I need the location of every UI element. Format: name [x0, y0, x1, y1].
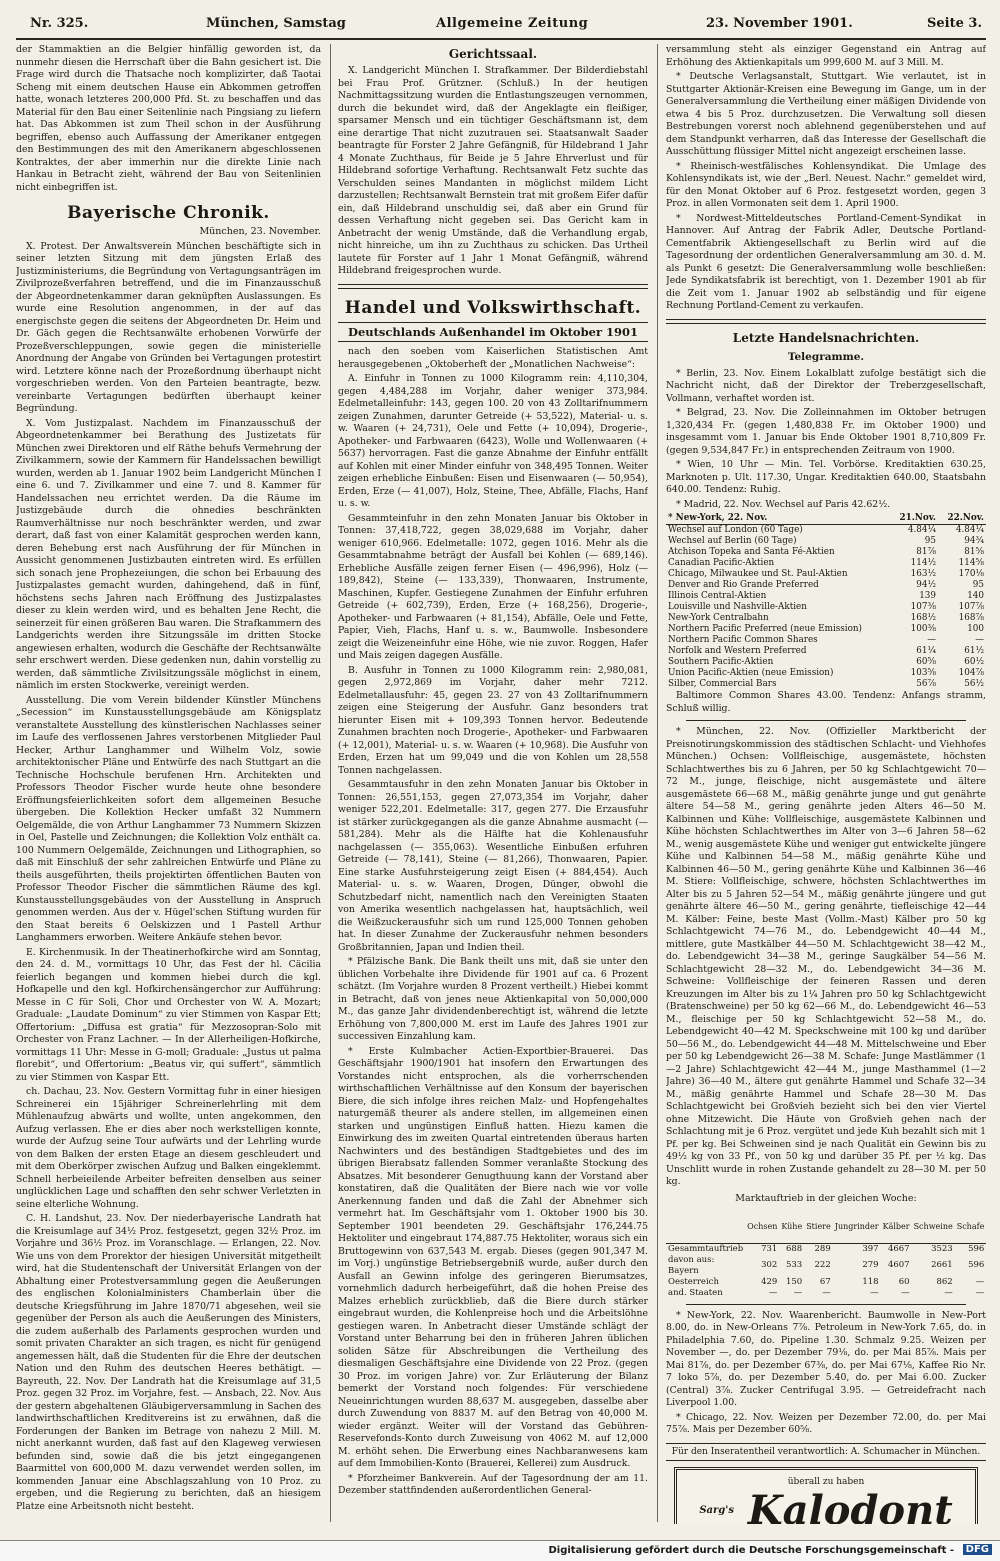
table-cell: 429 — [761, 1276, 778, 1287]
divider — [686, 1304, 966, 1305]
table-header: Schafe — [955, 1210, 986, 1244]
market-note: Baltimore Common Shares 43.00. Tendenz: Anfangs stramm, Schluß willig. — [666, 690, 986, 714]
stock-name: Northern Pacific Preferred (neue Emission) — [668, 624, 862, 634]
stock-value: 168⅞ — [958, 613, 984, 623]
table-header: Stiere — [804, 1210, 833, 1244]
telegram-item: * Wien, 10 Uhr — Min. Tel. Vorbörse. Kreditaktien 630.25, Marknoten p. Ult. 117.30, Ungar. Kreditaktien 640.00, Staatsbahn 640.00. Tendenz: Ruhig. — [666, 459, 986, 495]
row-label: Oesterreich — [668, 1276, 719, 1287]
stock-name: Illinois Central-Aktien — [668, 591, 767, 601]
table-header: * New-York, 22. Nov. — [666, 513, 890, 525]
stock-value: — — [927, 635, 936, 645]
article-paragraph: Gesammtausfuhr in den zehn Monaten Januar bis Oktober in Tonnen: 26,551,153, gegen 27,073,354 im Vorjahr, daher weniger 522,201. Edelmetalle: 317, gegen 277. Die Erzausfuhr ist stärker zurückgegangen als die ganze Abnahme ausmacht (— 581,284). Mehr als die Hälfte hat die Kohlenausfuhr nachgelassen (— 355,063). Wesentliche Einbußen erfuhren Getreide (— 78,141), Steine (— 81,266), Thonwaaren, Papier. Eine starke Ausfuhrsteigerung zeigt Eisen (+ 884,454). Auch Material- u. s. w. Waaren, Drogen, Dünger, obwohl die Schutzbedarf nicht, namentlich nach den Vereinigten Staaten von Amerika wesentlich nachgelassen hat, hauptsächlich, weil die Weißzuckerausfuhr sich um rund 125,000 Tonnen gehoben hat. In dieser Zunahme der Zuckerausfuhr nehmen besonders Großbritannien, Japan und Indien theil. — [338, 779, 648, 953]
city-day: München, Samstag — [206, 16, 346, 31]
table-cell: — — [768, 1287, 778, 1298]
article-paragraph: * Pforzheimer Bankverein. Auf der Tagesordnung der am 11. Dezember stattfindenden außerordentlichen General- — [338, 1472, 648, 1496]
table-row — [666, 547, 986, 558]
table-cell: 302 — [761, 1260, 778, 1270]
stock-name: Wechsel auf London (60 Tage) — [668, 525, 803, 535]
stock-value: 140 — [967, 591, 984, 601]
table-cell: 118 — [862, 1276, 879, 1287]
table-header: 22.Nov. — [938, 513, 986, 525]
ad-tagline: überall zu haben — [787, 1477, 865, 1487]
column-rule — [330, 44, 331, 1522]
table-row — [666, 657, 986, 668]
stock-value: 60½ — [964, 657, 984, 667]
table-cell: 150 — [785, 1276, 803, 1287]
stock-name: Union Pacific-Aktien (neue Emission) — [668, 668, 834, 678]
table-header: Schweine — [912, 1210, 955, 1244]
table-header: Jungrinder — [833, 1210, 881, 1244]
table-cell: 731 — [761, 1243, 778, 1254]
table-row — [666, 624, 986, 635]
stock-name: Atchison Topeka and Santa Fé-Aktien — [668, 547, 835, 557]
table-cell: 397 — [862, 1243, 879, 1254]
stock-value: 104⅞ — [958, 668, 984, 678]
table-row — [666, 1277, 986, 1288]
impressum: Für den Inseratentheil verantwortlich: A. Schumacher in München. — [666, 1443, 986, 1462]
article-paragraph: Gesammteinfuhr in den zehn Monaten Januar bis Oktober in Tonnen: 37,418,722, gegen 38,029,688 im Vorjahr, daher weniger 610,966. Edelmetalle: 1072, gegen 1016. Mehr als die Gesammtabnahme beträgt der Ausfall bei Kohlen (— 689,146). Erhebliche Ausfälle zeigen ferner Eisen (— 496,996), Holz (— 189,842), Steine (— 133,339), Thonwaaren, Instrumente, Maschinen, Kupfer. Gestiegene Zunahmen der Einfuhr erfuhren Getreide (+ 602,739), Erden, Erze (+ 168,256), Drogerie-, Apotheker- und Farbwaaren (+ 81,154), Abfälle, Oele und Fette, Papier, Vieh, Flachs, Hanf u. s. w., Baumwolle. Insbesondere zeigt die Weizeneinfuhr eine Höhe, wie nie zuvor. Roggen, Hafer und Mais zeigen dagegen Ausfälle. — [338, 512, 648, 661]
table-row — [666, 1255, 986, 1277]
table-cell: 4667 — [887, 1243, 910, 1254]
stock-value: 61½ — [964, 646, 984, 656]
stock-value: 95 — [924, 536, 936, 546]
stock-value: 4.84¼ — [907, 525, 936, 535]
masthead — [16, 10, 986, 40]
stock-name: Southern Pacific-Aktien — [668, 657, 774, 667]
article-paragraph: * Nordwest-Mitteldeutsches Portland-Cement-Syndikat in Hannover. Auf Antrag der Fabrik Adler, Deutsche Portland-Cementfabrik Aktiengesellschaft zu Berlin wird auf die Tagesordnung der ordentlichen Generalversammlung am 30. d. M. als Punkt 6 gesetzt: Die Generalversammlung wolle beschließen: Jede Syndikatsfabrik ist berechtigt, von 1. Dezember 1901 ab für die Zeit vom 1. Januar 1902 ab selbständig und für eigene Rechnung Portland-Cement zu verkaufen. — [666, 212, 986, 311]
table-header: Ochsen — [745, 1210, 779, 1244]
table-cell: 596 — [968, 1243, 985, 1254]
table-cell: — — [822, 1287, 831, 1298]
market-report: * New-York, 22. Nov. Waarenbericht. Baumwolle in New-Port 8.00, do. in New-Orleans 7⅞. Petroleum in New-York 7.65, do. in Philadelphia 7.60, do. Pipeline 1.30. Schmalz 9.25. Weizen per November —, do. per Dezember 79⅛, do. per Mai 85⅞. Mais per Mai 81⅞, do. per Dezember 67⅜, do. per Mai 67⅛, Kaffee Rio Nr. 7 loko 5⅞, do. per Dezember 5.40, do. per Mai 6.00. Zucker (Central) 3⅞. Zucker Centrifugal 3.95. — Getreidefracht nach Liverpool 1.00. — [666, 1309, 986, 1408]
stock-value: 4.84¼ — [955, 525, 984, 535]
table-cell: — — [975, 1287, 985, 1298]
table-header: Kühe — [779, 1210, 804, 1244]
market-report: * München, 22. Nov. (Offizieller Marktbericht der Preisnotirungskommission des städtischen Schlacht- und Viehhofes München.) Ochsen: Vollfleischige, ausgemästete, höchsten Schlachtwerthes bis zu 6 Jahren, per 50 kg Schlachtgewicht 70—72 M., junge, fleischige, nicht ausgemästete und ältere ausgemästete 66—68 M., mäßig genährte junge und gut genährte ältere 54—58 M., gering genährte jeden Alters 46—50 M. Kalbinnen und Kühe: Vollfleischige, ausgemästete Kalbinnen und Kühe höchsten Schlachtwerthes im Alter von 3—6 Jahren 58—62 M., wenig ausgemästete Kühe und weniger gut entwickelte jüngere Kühe und Kalbinnen 54—58 M., mäßig genährte Kühe und Kalbinnen 46—50 M., gering genährte Kühe und Kalbinnen 36—46 M. Stiere: Vollfleischige, schwere, höchsten Schlachtwerthes im Alter bis zu 5 Jahren 52—54 M., mäßig genährte jüngere und gut genährte ältere 46—50 M., gering genährte, tiefleischige 42—44 M. Kälber: Feine, beste Mast (Vollm.-Mast) Kälber pro 50 kg Schlachtgewicht 74—76 M., do. Lebendgewicht 40—44 M., mittlere, gute Mastkälber 44—50 M. Schlachtgewicht 38—42 M., do. Lebendgewicht 34—38 M., geringe Saugkälber 54—56 M. Schlachtgewicht 28—32 M., do. Lebendgewicht 34—36 M. Schweine: Vollfleischige der feineren Rassen und deren Kreuzungen im Alter bis zu 1¼ Jahren pro 50 kg Schlachtgewicht (Bratenschweine) per 50 kg 62—66 M., do. Lebendgewicht 46—53 M., fleischige per 50 kg Schlachtgewicht 52—58 M., do. Lebendgewicht 40—42 M. Speckschweine mit 100 kg und darüber 50—56 M., do. Lebendgewicht 44—48 M. Mittelschweine und Eber per 50 kg Lebendgewicht 26—38 M. Schafe: Junge Mastlämmer (1—2 Jahre) Schlachtgewicht 42—44 M., junge Masthammel (1—2 Jahre) 36—40 M., ältere gut genährte Hammel und Schafe 32—34 M., mäßig genährte Hammel und Schafe 28—30 M. Das Schlachtgewicht bei Großvieh bezieht sich bei den vier Viertel ohne Mitzewicht. Die Häute von Großvieh gehen nach der Schlachtung mit je 6 Proz. vergütet und jede Kuh bezahlt sich mit 1 Pf. per kg. Bei Schweinen sind je nach Qualität ein Gewinn bis zu 49½ kg von 33 Pf., von 50 kg und darüber 35 Pf. per ½ kg. Das Unschlitt wurde in rohen Zustande gehandelt zu 28—30 M. per 50 kg. — [666, 726, 986, 1187]
table-row — [666, 525, 986, 537]
stock-value: 103⅝ — [910, 668, 936, 678]
table-row — [666, 613, 986, 624]
stock-value: 107⅜ — [910, 602, 936, 612]
table-cell: 596 — [968, 1260, 985, 1270]
section-title-trade: Handel und Volkswirthschaft. — [344, 297, 642, 318]
stock-value: 81⅝ — [964, 547, 984, 557]
table-row — [666, 580, 986, 591]
table-cell: 533 — [785, 1260, 803, 1270]
table-cell: 688 — [785, 1243, 803, 1254]
table-row — [666, 635, 986, 646]
table-cell: 222 — [814, 1260, 831, 1270]
article-paragraph: * Deutsche Verlagsanstalt, Stuttgart. Wie verlautet, ist in Stuttgarter Aktionär-Kreisen eine Bewegung im Gange, um in der Generalversammlung die Vertheilung einer mäßigen Dividende von etwa 4 bis 5 Proz. durchzusetzen. Die Verwaltung soll diesen Bestrebungen vorerst noch ablehnend gegenüberstehen und auf dem Standpunkt verharren, daß das Interesse der Gesellschaft die Ausschüttung flüssiger Mittel nicht angezeigt erscheinen lasse. — [666, 71, 986, 157]
stock-value: 60⅝ — [916, 657, 936, 667]
stock-value: 100 — [967, 624, 984, 634]
stock-name: Silber, Commercial Bars — [668, 679, 777, 689]
stock-quote-table — [666, 513, 986, 690]
ad-brand — [687, 1486, 965, 1525]
section-title-court: Gerichtssaal. — [448, 47, 538, 61]
article-paragraph: X. Landgericht München I. Strafkammer. Der Bilderdiebstahl bei Frau Prof. Grützner. (Schluß.) In der heutigen Nachmittagssitzung wurden die Entlastungszeugen vernommen, durch die bekundet wird, daß der Angeklagte ein fleißiger, sparsamer Mensch und ein tüchtiger Geschäftsmann ist, dem eine derartige That nicht zuzutrauen sei. Staatsanwalt Saader beantragte für Forster 2 Jahre Gefängniß, für Hildebrand 1 Jahr 4 Monate Zuchthaus, für Beide je 5 Jahre Ehrverlust und für Hildebrand sofortige Verhaftung. Rechtsanwalt Fetz suchte das Verschulden seines Mandanten in möglichst mildem Licht darzustellen; Rechtsanwalt Bernstein trat mit großem Eifer dafür ein, daß Hildebrand unschuldig sei, daß aber ein Grund für dessen Verhaftung nicht gegeben sei. Das Gericht kam in Anbetracht der wenig Umstände, daß die Verhandlung ergab, nicht hinreiche, um ihn zu Zuchthaus zu schicken. Das Urtheil lautete für Forster auf 1 Jahr 1 Monat Gefängniß, während Hildebrand freigesprochen wurde. — [338, 65, 648, 276]
table-row — [666, 536, 986, 547]
article-paragraph: C. H. Landshut, 23. Nov. Der niederbayerische Landrath hat die Kreisumlage auf 34½ Proz. festgesetzt, gegen 32½ Proz. im Vorjahre und 36½ Proz. im Voranschlage. — Erlangen, 22. Nov. Wie uns von dem Prorektor der hiesigen Universität mitgetheilt wird, hat die Studentenschaft der Universität Erlangen von der Abhaltung einer Protestversammlung gegen die Aeußerungen des englischen Kolonialministers Chamberlain über die deutsche Kriegsführung im Jahre 1870/71 abgesehen, weil sie gegenüber der Person als auch die Aeußerungen des Ministers, die zudem außerhalb des Parlaments gesprochen wurden und somit privaten Charakter an sich tragen, es nicht für genügend angemessen hält, daß die Studenten für die Ehre der deutschen Nation und den Ruhm des deutschen Heeres bethätigt. — Bayreuth, 22. Nov. Der Landrath hat die Kreisumlage auf 31,5 Proz. gegen 32 Proz. im Vorjahre, fest. — Ansbach, 22. Nov. Aus der gestern abgehaltenen Gläubigerversammlung in Sachen des landwirthschaftlichen Kreditvereins ist zu erwähnen, daß die Forderungen der Banken im Betrage von nahezu 2 Mill. M. nicht anerkannt wurden, daß fast auf den Klageweg verwiesen befunden sind, sowie daß die bis jetzt eingegangenen Baarmittel von 600,000 M. dazu verwendet werden sollen, im kommenden Januar eine Abschlagszahlung von 10 Proz. zu ergeben, und die Regierung zu berichten, daß an hiesigem Platze eine Arbeitsnoth nicht besteht. — [16, 1213, 321, 1512]
issue-number: Nr. 325. — [30, 16, 89, 31]
stock-value: 163½ — [910, 569, 936, 579]
table-cell: — — [944, 1287, 953, 1298]
livestock-table — [666, 1210, 986, 1299]
table-row — [666, 679, 986, 690]
stock-name: Northern Pacific Common Shares — [668, 635, 818, 645]
divider — [666, 319, 986, 324]
row-label: and. Staaten — [668, 1287, 723, 1298]
table-row — [666, 558, 986, 569]
article-paragraph: B. Ausfuhr in Tonnen zu 1000 Kilogramm rein: 2,980,081, gegen 2,972,869 im Vorjahr, daher mehr 7212. Edelmetallausfuhr: 45, gegen 23. 27 von 43 Zolltarifnummern zeigen eine Steigerung der Ausfuhr. Ganz besonders trat hierunter Eisen mit + 109,393 Tonnen hervor. Bedeutende Zunahmen brachten noch Drogerie-, Apotheker- und Farbwaaren (+ 12,001), Material- u. s. w. Waaren (+ 10,968). Die Ausfuhr von Erden, Erzen hat um 99,049 und die von Kohlen um 28,558 Tonnen nachgelassen. — [338, 664, 648, 776]
page-number: Seite 3. — [927, 16, 982, 31]
table-cell: — — [793, 1287, 803, 1298]
stock-name: Denver and Rio Grande Preferred — [668, 580, 819, 590]
article-paragraph: Ausstellung. Die vom Verein bildender Künstler Münchens „Secession“ im Kunstausstellungsgebäude am Königsplatz veranstaltete Ausstellung des künstlerischen Nachlasses seiner im Laufe des verflossenen Jahres verstorbenen Mitglieder Paul Hecker, Arthur Langhammer und Wilhelm Volz, sowie architektonischer Pläne und Entwürfe des nach Stuttgart an die Technische Hochschule berufenen Hrn. Architekten und Professors Theodor Fischer wurde heute ohne besondere Eröffnungsfeierlichkeiten sofort dem allgemeinen Besuche übergeben. Die Kollektion Hecker umfaßt 32 Nummern Oelgemälde, die von Arthur Langhammer 73 Nummern Skizzen in Oel, Pastelle und Zeichnungen; die Kollektion Volz enthält ca. 100 Nummern Oelgemälde, Zeichnungen und Lithographien, so daß mit Einschluß der sehr zahlreichen Entwürfe und Pläne zu theils ausgeführten, theils projektirten öffentlichen Bauten von Professor Theodor Fischer die sämmtlichen Räume des kgl. Kunstausstellungsgebäudes von der Ausstellung in Anspruch genommen werden. Aus der v. Hügel'schen Stiftung wurden für den Staat bereits 6 Oelskizzen und 1 Pastell Arthur Langhammers erworben. Weitere Ankäufe stehen bevor. — [16, 694, 321, 943]
article-paragraph: nach den soeben vom Kaiserlichen Statistischen Amt herausgegebenen „Oktoberheft der „Monatlichen Nachweise“: — [338, 346, 648, 370]
stock-value: 168½ — [910, 613, 936, 623]
article-paragraph: * Rheinisch-westfälisches Kohlensyndikat. Die Umlage des Kohlensyndikats ist, wie der „Berl. Neuest. Nachr.“ gemeldet wird, für den Monat Oktober auf 6 Proz. festgesetzt worden, gegen 3 Proz. in allen Vormonaten seit dem 1. April 1900. — [666, 160, 986, 209]
dateline: München, 23. November. — [199, 226, 321, 237]
newspaper-page — [16, 10, 986, 1525]
article-headline: Deutschlands Außenhandel im Oktober 1901 — [338, 322, 648, 343]
telegrams-heading: Telegramme. — [787, 350, 865, 363]
table-header: Kälber — [881, 1210, 912, 1244]
stock-value: 170⅛ — [958, 569, 984, 579]
article-paragraph: versammlung steht als einziger Gegenstand ein Antrag auf Erhöhung des Aktienkapitals um 999,600 M. auf 3 Mill. M. — [666, 44, 986, 68]
table-cell: 4607 — [887, 1260, 910, 1270]
advertisement-kalodont — [674, 1467, 978, 1524]
ad-brand-name: Kalodont — [747, 1486, 953, 1524]
article-paragraph: * Erste Kulmbacher Actien-Exportbier-Brauerei. Das Geschäftsjahr 1900/1901 hat insofern den Erwartungen des Vorstandes nicht entsprochen, als die vorherrschenden wirthschaftlichen Verhältnisse auf den Konsum der bayerischen Biere, die sich infolge ihres reichen Malz- und Hopfengehaltes naturgemäß theurer als andere stellen, im allgemeinen einen starken und ungünstigen Einfluß hatten. Hiezu kamen die Einwirkung des im zweiten Quartal eintretenden überaus harten Nachwinters und des beständigen Stadtgebietes und des im übrigen Bierabsatz fallenden Sommer veranlaßte Stockung des Absatzes. Mit besonderer Genugthuung kann der Vorstand aber konstatiren, daß die Qualitäten der Biere nach wie vor volle Anerkennung fanden und daß die Zahl der Abnehmer sich vermehrt hat. Im Geschäftsjahr vom 1. Oktober 1900 bis 30. September 1901 beendeten 29. Geschäftsjahr 176,244.75 Hektoliter und eingebraut 174,887.75 Hektoliter, woraus sich ein Bruttogewinn von 637,543 M. ergab. Dieses (gegen 901,347 M. im Vorj.) ungünstige Betriebsergebniß wurde, außer durch den Ausfall an Gewinn infolge des geringeren Bierumsatzes, vornehmlich dadurch herbeigeführt, daß die hohen Preise des Malzes erheblich zurückblieb, daß die Biere durch stärker eingebraut wurden, die Kohlenpreise hoch und die Arbeitslöhne gestiegen waren. In Anbetracht dieser Umstände schlägt der Vorstand unter Beharrung bei den in früheren Jahren üblichen soliden Sätze für Abschreibungen die Vertheilung des diesmaligen Geschäftsjahre eine Dividende von 22 Proz. (gegen 30 Proz. im vorigen Jahre) vor. Zur Erläuterung der Bilanz bemerkt der Vorstand noch folgendes: Für verschiedene Neueinrichtungen wurden 88,637 M. ausgegeben, dasselbe aber durch Zuwendung von 8837 M. auf den Betrag von 40,000 M. wieder ergänzt. Weiter will der Vorstand das Gebühren-Reservefonds-Konto durch Zuweisung von 4062 M. auf 12,000 M. erhöht sehen. Die Erwerbung eines Nachbaranwesens kam auf dem Immobilien-Konto (Brauerei, Kellerei) zum Ausdruck. — [338, 1045, 648, 1469]
ad-brand-prefix: Sarg's — [699, 1504, 734, 1516]
stock-value: 56½ — [964, 679, 984, 689]
stock-value: 61¼ — [916, 646, 936, 656]
table-row — [666, 668, 986, 679]
article-continuation: der Stammaktien an die Belgier hinfällig geworden ist, da nunmehr diesen die Herrschaft über die Bahn gesichert ist. Die Frage wird durch die Thatsache noch komplizirter, daß Taotai Scheng mit einem deutschen Hause ein Abkommen getroffen hatte, wonach letzteres 200,000 Pfd. St. zu beschaffen und das Material für den Bau einer Seitenlinie nach Pingsiang zu liefern hat. Das Abkommen ist zum Theil schon in der Ausführung begriffen, ebenso auch Auffassung der Amerikaner entgegen den Bestimmungen des mit den Amerikanern abgeschlossenen Kontraktes, der aber immerhin nur die direkte Linie nach Hankau in Betracht zieht, während der Bau von Seitenlinien nicht einbegriffen ist. — [16, 44, 321, 193]
stock-value: 114½ — [910, 558, 936, 568]
row-label: Gesammtauftrieb — [668, 1243, 744, 1254]
section-title-bavarian-chronicle: Bayerische Chronik. — [67, 203, 270, 223]
stock-value: 94½ — [916, 580, 936, 590]
table-cell: 2661 — [931, 1260, 953, 1270]
stock-value: — — [975, 635, 984, 645]
table-header: 21.Nov. — [890, 513, 938, 525]
newspaper-title: Allgemeine Zeitung — [436, 16, 589, 31]
article-paragraph: X. Vom Justizpalast. Nachdem im Finanzausschuß der Abgeordnetenkammer bei Berathung des Justizetats für München zwei Direktoren und elf Räthe behufs Vermehrung der Zivilkammern, sowie der Kammern für Handelssachen bewilligt wurden, werden ab 1. Januar 1902 beim Landgericht München I eine 6. und 7. Zivilkammer und eine 7. und 8. Kammer für Handelssachen neu errichtet werden. Da die Räume im Justizgebäude durch die ohnedies beschränkten Raumverhältnisse nur noch beschränkter werden, und zwar derart, daß fast von einer Kalamität gesprochen werden kann, deren Behebung erst nach Ausführung der für München in Aussicht genommenen Justizbauten eintreten wird. Es erfüllen sich sonach jene Prophezeiungen, die schon bei Erbauung des Justizpalastes gemacht wurden, dahingehend, daß in fünf, höchstens sechs Jahren nach Eröffnung des Justizpalastes dieser zu klein werden wird, und es behalten Jene Recht, die seinerzeit für einen größeren Bau waren. Die Strafkammern des Landgerichts werden ihre Sitzungssäle im dritten Stocke angewiesen erhalten, wodurch die Geschäfte der Rechtsanwälte sehr erschwert werden. Diese gedenken nun, dahin vorstellig zu werden, daß sämmtliche Zivilsitzungssäle möglichst in einem, nämlich im ersten Stockwerke, vereinigt werden. — [16, 417, 321, 691]
column-3 — [666, 44, 986, 1524]
table-cell: — — [975, 1276, 985, 1287]
article-paragraph: X. Protest. Der Anwaltsverein München beschäftigte sich in seiner letzten Sitzung mit dem jüngsten Erlaß des Justizministeriums, die Begründung von Vertagungsanträgen im Zivilprozeßverfahren betreffend, und die im Finanzausschuß der Abgeordnetenkammer daran geknüpften Auslassungen. Es wurde eine Resolution angenommen, in der auf das energischste gegen die seitens der Abgeordneten Dr. Heim und Dr. Gäch gegen die Rechtsanwälte erhobenen Vorwürfe der Prozeßverschleppungen, sowie gegen die ministerielle Anordnung der Angabe von Gründen bei Vertagungen protestirt wird. Letztere könne nach der Prozeßordnung überhaupt nicht vorgeschrieben werden. Von den Parteien beantragte, bezw. vereinbarte Vertagungen bedürften überhaupt keiner Begründung. — [16, 240, 321, 414]
divider — [338, 284, 648, 289]
table-cell: 3523 — [931, 1243, 953, 1254]
table-cell: 279 — [862, 1260, 879, 1270]
stock-name: Canadian Pacific-Aktien — [668, 558, 775, 568]
stock-value: 139 — [919, 591, 936, 601]
stock-name: New-York Centralbahn — [668, 613, 769, 623]
table-row — [666, 646, 986, 657]
table-row — [666, 569, 986, 580]
funding-notice: Digitalisierung gefördert durch die Deutsche Forschungsgemeinschaft - — [548, 1545, 954, 1556]
divider — [686, 720, 966, 721]
table-row — [666, 1288, 986, 1299]
row-label: davon aus: Bayern — [668, 1254, 715, 1276]
article-paragraph: ch. Dachau, 23. Nov. Gestern Vormittag fuhr in einer hiesigen Schreinerei ein 15jähriger Schreinerlehrling mit dem Mühlenaufzug abwärts und wollte, unten angekommen, den Aufzug verlassen. Ehe er dies aber noch werkstelligen konnte, wurde der Aufzug seine Tour aufwärts und der Lehrling wurde von dem Balken der ersten Etage an diesem geschleudert und mit dem Oberkörper zwischen Aufzug und Balken eingeklemmt. Schnell herbeieilende Arbeiter befreiten denselben aus seiner unglücklichen Lage und schafften den sehr schwer Verletzten in seine elterliche Wohnung. — [16, 1086, 321, 1210]
telegram-item: * Berlin, 23. Nov. Einem Lokalblatt zufolge bestätigt sich die Nachricht nicht, daß der Direktor der Treberzgesellschaft, Vollmann, verhaftet worden ist. — [666, 367, 986, 404]
telegram-item: * Madrid, 22. Nov. Wechsel auf Paris 42.62½. — [676, 498, 891, 510]
article-paragraph: A. Einfuhr in Tonnen zu 1000 Kilogramm rein: 4,110,304, gegen 4,484,288 im Vorjahr, daher weniger 373,984. Edelmetalleinfuhr: 143, gegen 100. 20 von 43 Zolltarifnummern zeigen Zunahmen, darunter Getreide (+ 53,522), Material- u. s. w. Waaren (+ 24,731), Oele und Fette (+ 10,094), Drogerie-, Apotheker- und Farbwaaren (6423), Wolle und Wollenwaaren (+ 5637) hervorragen. Fast die ganze Abnahme der Einfuhr entfällt auf Kohlen mit einer Minder einfuhr von 348,495 Tonnen. Weiter zeigen erhebliche Einbußen: Eisen und Eisenwaaren (— 50,954), Erden, Erze (— 41,007), Holz, Steine, Thee, Abfälle, Flachs, Hanf u. s. w. — [338, 373, 648, 509]
column-1 — [16, 44, 321, 1524]
table-cell: — — [870, 1287, 879, 1298]
issue-date: 23. November 1901. — [706, 16, 853, 31]
stock-value: 107⅞ — [958, 602, 984, 612]
column-2 — [338, 44, 648, 1524]
stock-value: 81⅞ — [916, 547, 936, 557]
table-row — [666, 591, 986, 602]
table-header — [666, 1210, 745, 1244]
table-cell: — — [901, 1287, 910, 1298]
stock-name: Wechsel auf Berlin (60 Tage) — [668, 536, 797, 546]
column-rule — [657, 44, 658, 1522]
stock-value: 56⅞ — [916, 679, 936, 689]
stock-name: Norfolk and Western Preferred — [668, 646, 807, 656]
dfg-logo-icon: DFG — [963, 1544, 992, 1555]
telegram-item: * Belgrad, 23. Nov. Die Zolleinnahmen im Oktober betrugen 1,320,434 Fr. (gegen 1,480,838 Fr. im Oktober 1900) und insgesammt vom 1. Januar bis Ende Oktober 1901 8,710,809 Fr. (gegen 9,534,847 Fr.) in entsprechenden Zeitraum von 1900. — [666, 407, 986, 456]
market-table-title: Marktauftrieb in der gleichen Woche: — [735, 1192, 917, 1204]
stock-name: Chicago, Milwaukee und St. Paul-Aktien — [668, 569, 848, 579]
footer-bar — [0, 1540, 1000, 1561]
table-cell: 67 — [819, 1276, 831, 1287]
stock-value: 114⅝ — [958, 558, 984, 568]
table-row — [666, 602, 986, 613]
stock-value: 95 — [972, 580, 984, 590]
table-cell: 289 — [814, 1243, 831, 1254]
table-cell: 862 — [936, 1276, 953, 1287]
stock-name: Louisville und Nashville-Aktien — [668, 602, 807, 612]
table-cell: 60 — [898, 1276, 910, 1287]
section-title-latest-news: Letzte Handelsnachrichten. — [732, 330, 920, 345]
stock-value: 94¾ — [964, 536, 984, 546]
article-paragraph: * Pfälzische Bank. Die Bank theilt uns mit, daß sie unter den üblichen Vorbehalte ihre Dividende für 1901 auf ca. 6 Prozent schätzt. (Im Vorjahre wurden 8 Prozent vertheilt.) Hiebei kommt in Betracht, daß von jenes neue Aktienkapital von 50,000,000 M., das ganze Jahr dividendenberechtigt ist, während die letzte Erhöhung von 7,800,000 M. erst im Laufe des Jahres 1901 zur successiven Einzahlung kam. — [338, 956, 648, 1042]
article-paragraph: E. Kirchenmusik. In der Theatinerhofkirche wird am Sonntag, den 24. d. M., vormittags 10 Uhr, das Fest der hl. Cäcilia feierlich begangen und kommen hiebei durch die kgl. Hofkapelle und den kgl. Hofkirchensängerchor zur Aufführung: Messe in C für Soli, Chor und Orchester von W. A. Mozart; Graduale: „Laudate Dominum“ zu vier Stimmen von Kaspar Ett; Offertorium: „Diffusa est gratia“ für Mezzosopran-Solo mit Orchester von Franz Lachner. — In der Allerheiligen-Hofkirche, vormittags 11 Uhr: Messe in G-moll; Graduale: „Justus ut palma florebit“, und Offertorium: „Beatus vir, qui suffert“, sämmtlich zu vier Stimmen von Kaspar Ett. — [16, 946, 321, 1083]
table-row — [666, 1243, 986, 1255]
stock-value: 100⅜ — [910, 624, 936, 634]
market-report: * Chicago, 22. Nov. Weizen per Dezember 72.00, do. per Mai 75⅞. Mais per Dezember 60⅝. — [666, 1411, 986, 1435]
